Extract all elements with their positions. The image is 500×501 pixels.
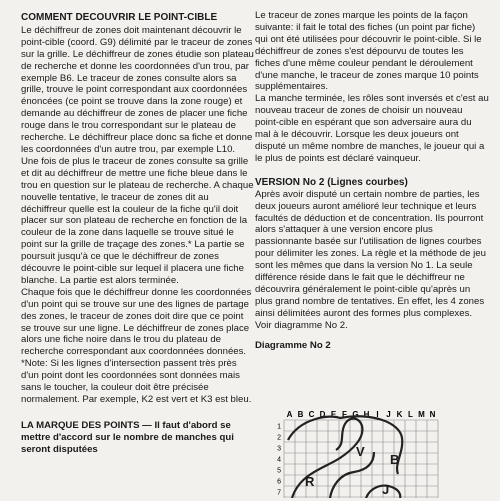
left-column xyxy=(21,0,255,456)
section-heading: COMMENT DECOUVRIR LE POINT-CIBLE xyxy=(21,12,218,23)
version-text: Après avoir disputé un certain nombre de parties, les deux joueurs auront amélioré leur technique et leurs facultés de déduction et de concentration. Ils pourront alors s'attaquer à une version encore plus passionnante basée sur l'utilisation de lignes courbes pour délimiter les zones. La règle et la méthode de jeu sont les mêmes que dans la version No 1. La seule différence réside dans le fait que le déchiffreur ne découvrira généralement le point-cible qu'après un plus grand nombre de tentatives. En effet, les 4 zones ainsi délimitées auront des formes plus complexes. Voir diagramme No 2. xyxy=(255,188,486,331)
column-label: C xyxy=(308,410,315,419)
column-label: A xyxy=(286,410,293,419)
column-label: F xyxy=(342,410,347,419)
zone-label: R xyxy=(305,474,315,489)
column-label: H xyxy=(363,410,370,419)
column-label: B xyxy=(297,410,304,419)
curve-zone-diagram xyxy=(270,408,450,498)
column-label: L xyxy=(408,410,413,419)
column-label: N xyxy=(429,410,436,419)
row-labels xyxy=(277,424,281,497)
row-label: 1 xyxy=(277,423,281,431)
zone-labels xyxy=(305,444,399,497)
column-label: M xyxy=(418,410,425,419)
column-label: K xyxy=(396,410,403,419)
zone-label: J xyxy=(382,482,390,497)
paragraph-2: Chaque fois que le déchiffreur donne les coordonnées d'un point qui se trouve sur une des lignes de partage des zones, le traceur de zones doit dire que ce point se trouve sur une ligne. Le déchiffreur de zones place alors une fiche noire dans le trou du plateau de recherche correspondant aux coordonnées données. xyxy=(21,286,252,358)
row-label: 5 xyxy=(277,467,281,475)
column-label: D xyxy=(319,410,326,419)
scoring-paragraph-2: La manche terminée, les rôles sont inversés et c'est au nouveau traceur de zones de choisir un nouveau point-cible en espérant que son adversaire aura du mal à le découvrir. Lorsque les deux joueurs ont disputé un même nombre de manches, le joueur qui a le plus de points est déclaré vainqueur. xyxy=(255,93,489,164)
footnote: *Note: Si les lignes d'intersection passent très près d'un point dont les coordonnées sont données mais sans le toucher, la couleur doit être précisée normalement. Par exemple, K2 est vert et K3 est bleu. xyxy=(21,358,252,405)
column-label: J xyxy=(386,410,391,419)
column-label: I xyxy=(376,410,379,419)
column-label: G xyxy=(352,410,359,419)
scoring-heading: LA MARQUE DES POINTS xyxy=(21,419,140,431)
version-heading: VERSION No 2 (Lignes courbes) xyxy=(255,176,408,188)
scoring-paragraph-1: Le traceur de zones marque les points de la façon suivante: il fait le total des fiches (un point par fiche) qui ont été utilisées pour découvrir le point-cible. Si le déchiffreur de zones s'est dépourvu de toutes les fiches d'une même couleur pendant le déroulement d'une manche, le traceur de zones marque 10 points supplémentaires. xyxy=(255,10,482,93)
diagram-title: Diagramme No 2 xyxy=(255,339,331,351)
column-labels xyxy=(287,410,436,419)
scoring-text: — Il faut d'abord se mettre d'accord sur le nombre de manches qui seront disputées xyxy=(21,419,234,455)
right-column xyxy=(255,0,489,353)
row-label: 4 xyxy=(277,456,281,464)
column-label: E xyxy=(330,410,337,419)
row-label: 6 xyxy=(277,478,281,486)
scoring-paragraph xyxy=(21,420,255,456)
zone-label: B xyxy=(390,452,400,467)
row-label: 7 xyxy=(277,489,281,497)
row-label: 2 xyxy=(277,434,281,442)
zone-label: V xyxy=(356,444,365,459)
paragraph-1: Le déchiffreur de zones doit maintenant découvrir le point-cible (coord. G9) délimité par le traceur de zones sur la grille. Le déchiffreur de zones étudie son plateau de recherche et donne les coordonnées d'un trou, par exemple B6. Le traceur de zones consulte alors sa grille, trouve le point correspondant aux coordonnées énoncées (ce point se trouve dans la zone rouge) et demande au déchiffreur de zones de placer une fiche rouge dans le trou correspondant sur le plateau de recherche. Le déchiffreur place donc sa fiche et donne les coordonnées d'un autre trou, par exemple L10. Une fois de plus le traceur de zones consulte sa grille et dit au déchiffreur de mettre une fiche bleue dans le trou en question sur le plateau de recherche. A chaque nouvelle tentative, le traceur de zones dit au déchiffreur quelle est la couleur de la fiche qu'il doit placer sur son plateau de recherche en fonction de la couleur de la zone dans laquelle se trouve situé le point sur la grille de traçage des zones.* La partie se poursuit jusqu'à ce que le déchiffreur de zones découvre le point-cible sur lequel il placera une fiche blanche. La partie est alors terminée. xyxy=(21,24,254,286)
row-label: 3 xyxy=(277,445,281,453)
